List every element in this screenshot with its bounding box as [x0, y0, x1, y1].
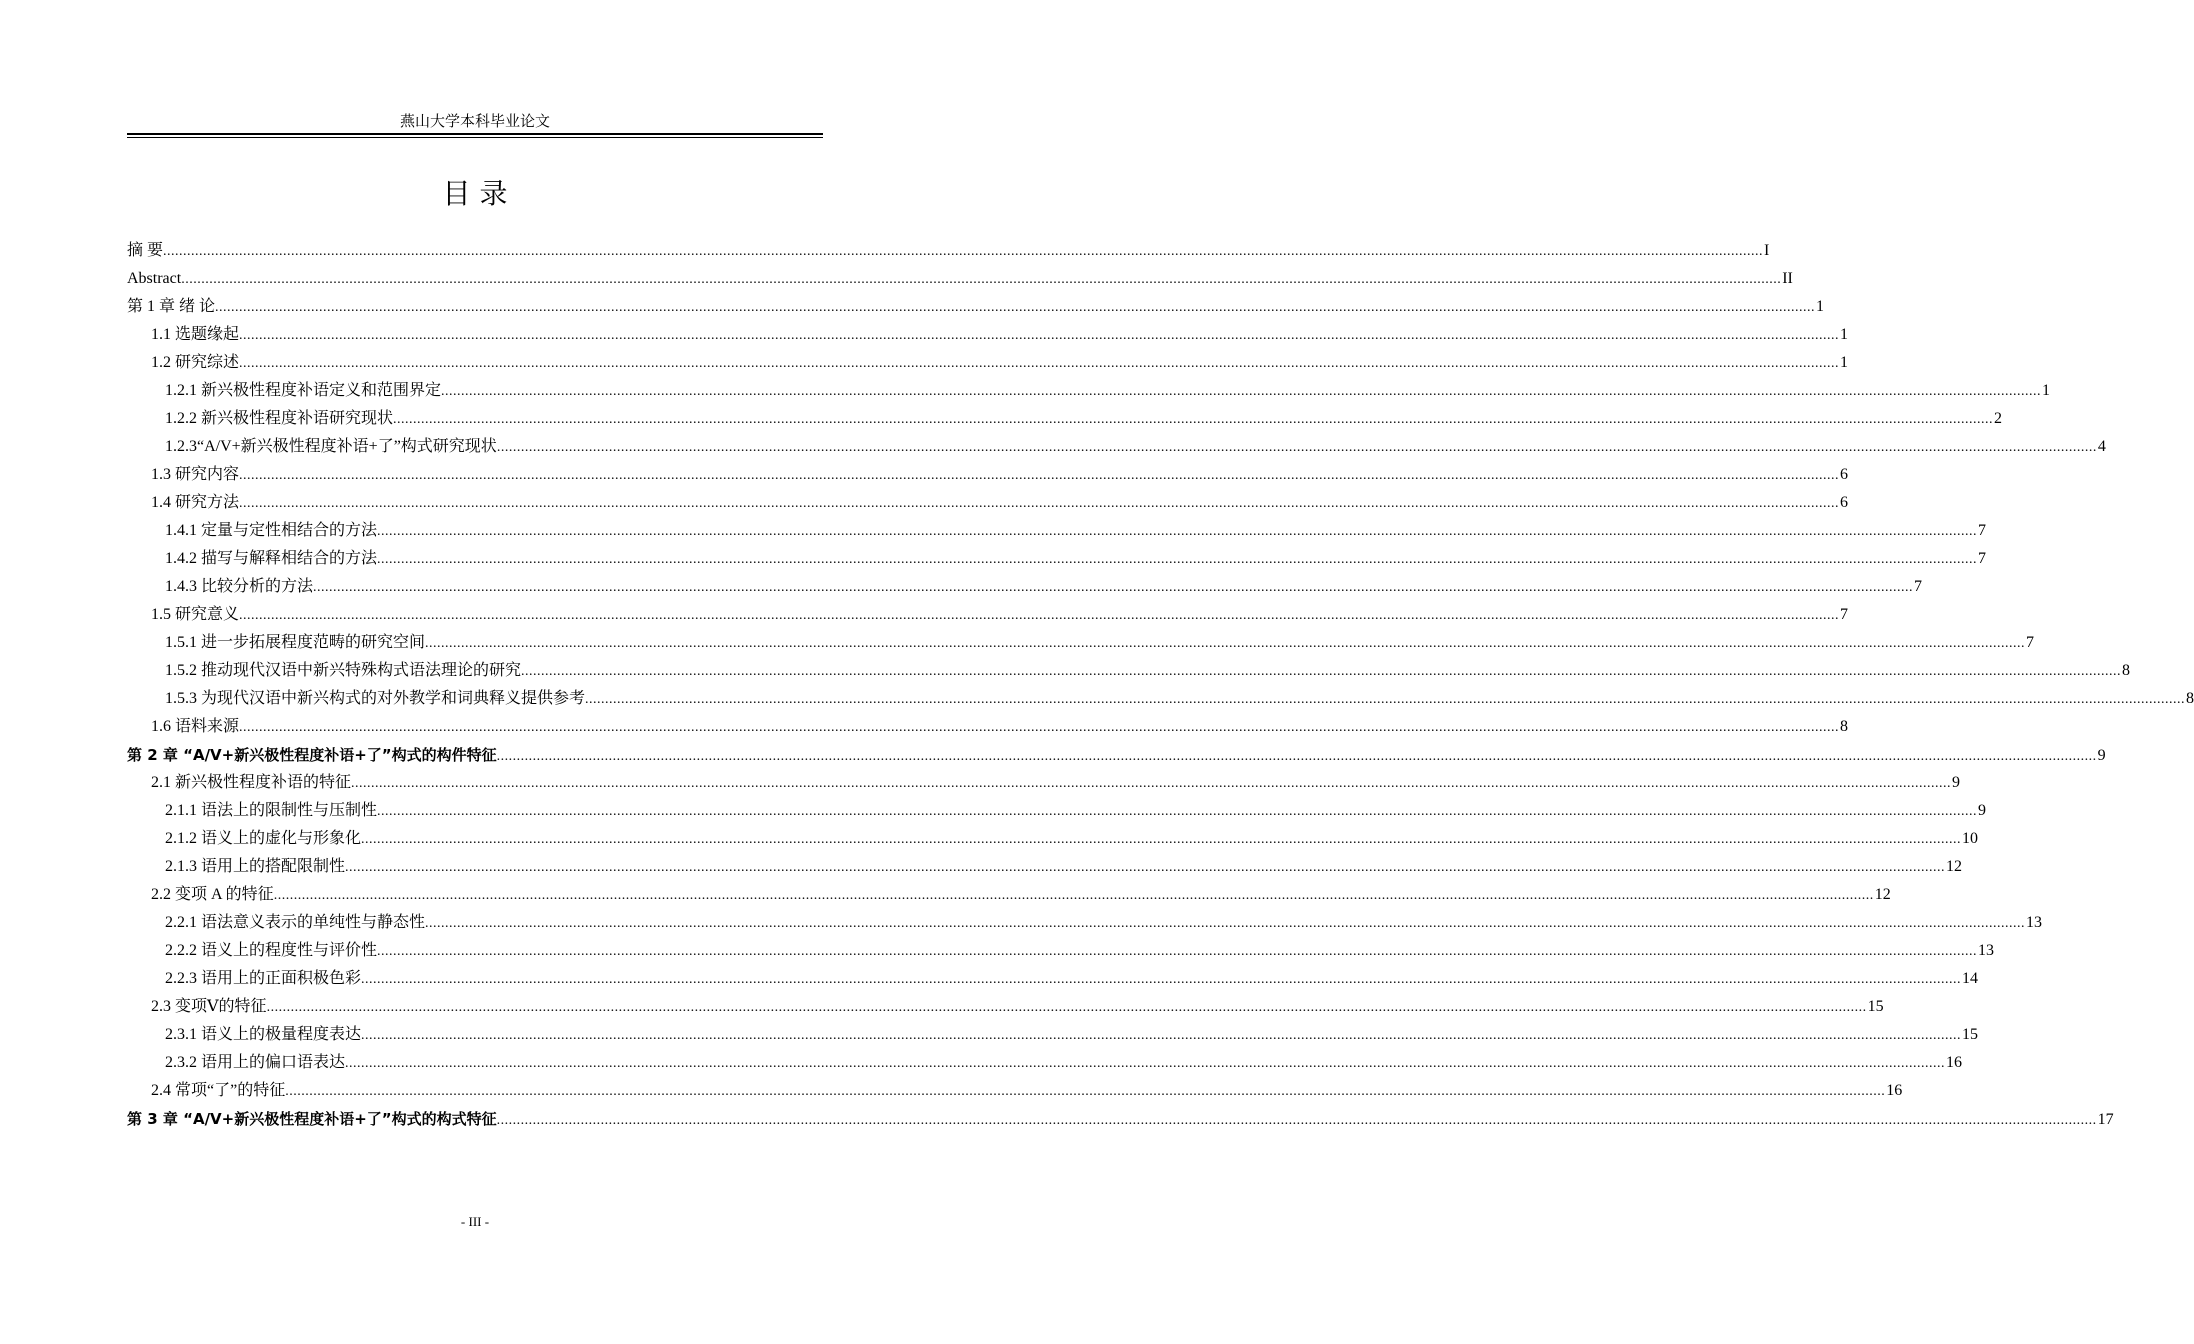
toc-entry-page: 7 [1978, 522, 1987, 539]
toc-entry-page: 15 [1962, 1026, 1979, 1043]
toc-entry-label: 1.5.1 进一步拓展程度范畴的研究空间 [165, 634, 426, 651]
toc-entry-label: Abstract [127, 270, 182, 287]
header-rule-thick [127, 133, 823, 135]
toc-entry-page: 7 [1914, 578, 1923, 595]
toc-entry-label: 2.2 变项 A 的特征 [151, 886, 274, 903]
toc-entry[interactable] [127, 629, 2035, 657]
toc-entry-label: 2.2.2 语义上的程度性与评价性 [165, 942, 378, 959]
toc-entry-page: 16 [1886, 1082, 1903, 1099]
toc-entry-label: 1.1 选题缘起 [151, 326, 240, 343]
toc-leader-dots: ................................................................................................................................................................................................................................................................................................................................................................................................................ [521, 664, 2122, 679]
toc-entry[interactable] [127, 601, 1849, 629]
toc-leader-dots: ................................................................................................................................................................................................................................................................................................................................................................................................................ [345, 860, 1946, 875]
toc-entry-label: 1.5 研究意义 [151, 606, 240, 623]
toc-entry-page: 14 [1962, 970, 1979, 987]
toc-leader-dots: ................................................................................................................................................................................................................................................................................................................................................................................................................ [377, 552, 1978, 567]
toc-entry[interactable] [127, 1105, 2114, 1133]
toc-entry-label: 1.5.3 为现代汉语中新兴构式的对外教学和词典释义提供参考 [165, 690, 586, 707]
toc-leader-dots: ................................................................................................................................................................................................................................................................................................................................................................................................................ [215, 300, 1816, 315]
toc-entry-label: 2.1.3 语用上的搭配限制性 [165, 858, 346, 875]
toc-entry[interactable] [127, 965, 1979, 993]
toc-entry[interactable] [127, 433, 2106, 461]
toc-leader-dots: ................................................................................................................................................................................................................................................................................................................................................................................................................ [239, 328, 1840, 343]
toc-entry-page: 8 [2122, 662, 2131, 679]
toc-entry[interactable] [127, 321, 1849, 349]
table-of-contents [127, 237, 2194, 1133]
toc-leader-dots: ................................................................................................................................................................................................................................................................................................................................................................................................................ [239, 356, 1840, 371]
toc-leader-dots: ................................................................................................................................................................................................................................................................................................................................................................................................................ [441, 384, 2042, 399]
toc-entry[interactable] [127, 797, 1987, 825]
toc-entry-page: 4 [2097, 438, 2106, 455]
toc-leader-dots: ................................................................................................................................................................................................................................................................................................................................................................................................................ [239, 720, 1840, 735]
toc-entry-page: 9 [1952, 774, 1961, 791]
toc-leader-dots: ................................................................................................................................................................................................................................................................................................................................................................................................................ [239, 468, 1840, 483]
toc-entry-page: 6 [1840, 494, 1849, 511]
toc-entry-label: 2.1.2 语义上的虚化与形象化 [165, 830, 362, 847]
toc-entry-label: 摘 要 [127, 242, 164, 259]
toc-entry-page: 15 [1867, 998, 1884, 1015]
toc-entry[interactable] [127, 349, 1849, 377]
toc-entry-page: 1 [1840, 326, 1849, 343]
toc-entry[interactable] [127, 881, 1891, 909]
toc-entry[interactable] [127, 741, 2106, 769]
toc-entry[interactable] [127, 545, 1987, 573]
toc-entry[interactable] [127, 265, 1793, 293]
toc-leader-dots: ................................................................................................................................................................................................................................................................................................................................................................................................................ [266, 1000, 1867, 1015]
toc-entry-label: 1.2.2 新兴极性程度补语研究现状 [165, 410, 394, 427]
toc-entry-page: 12 [1874, 886, 1891, 903]
toc-entry-label: 2.3 变项Ⅴ的特征 [151, 998, 267, 1015]
toc-entry-page: 7 [1840, 606, 1849, 623]
toc-leader-dots: ................................................................................................................................................................................................................................................................................................................................................................................................................ [361, 832, 1962, 847]
toc-entry-page: II [1782, 270, 1793, 287]
toc-entry-label: 第 3 章 “A/V+新兴极性程度补语+了”构式的构式特征 [127, 1110, 497, 1128]
toc-entry-page: 12 [1946, 858, 1963, 875]
toc-entry[interactable] [127, 993, 1884, 1021]
toc-entry-page: 7 [2026, 634, 2035, 651]
toc-entry[interactable] [127, 657, 2131, 685]
toc-leader-dots: ................................................................................................................................................................................................................................................................................................................................................................................................................ [425, 916, 2026, 931]
toc-leader-dots: ................................................................................................................................................................................................................................................................................................................................................................................................................ [361, 972, 1962, 987]
toc-leader-dots: ................................................................................................................................................................................................................................................................................................................................................................................................................ [393, 412, 1994, 427]
toc-entry-label: 1.2.3“A/V+新兴极性程度补语+了”构式研究现状 [165, 438, 497, 455]
toc-leader-dots: ................................................................................................................................................................................................................................................................................................................................................................................................................ [377, 944, 1978, 959]
toc-entry-label: 1.2.1 新兴极性程度补语定义和范围界定 [165, 382, 442, 399]
toc-entry-page: 2 [1994, 410, 2003, 427]
toc-entry[interactable] [127, 461, 1849, 489]
toc-entry[interactable] [127, 377, 2051, 405]
toc-entry-page: 6 [1840, 466, 1849, 483]
toc-entry-page: 17 [2097, 1111, 2114, 1128]
page-title: 目 录 [442, 177, 508, 210]
toc-entry-page: 16 [1946, 1054, 1963, 1071]
toc-leader-dots: ................................................................................................................................................................................................................................................................................................................................................................................................................ [377, 524, 1978, 539]
toc-leader-dots: ................................................................................................................................................................................................................................................................................................................................................................................................................ [496, 1113, 2097, 1128]
toc-entry-page: I [1764, 242, 1770, 259]
toc-entry[interactable] [127, 685, 2194, 713]
toc-leader-dots: ................................................................................................................................................................................................................................................................................................................................................................................................................ [313, 580, 1914, 595]
page-number: - III - [460, 1214, 490, 1229]
toc-entry[interactable] [127, 937, 1995, 965]
header-rule-thin [127, 137, 823, 138]
toc-entry-label: 1.4.3 比较分析的方法 [165, 578, 314, 595]
toc-entry-label: 1.6 语料来源 [151, 718, 240, 735]
toc-entry[interactable] [127, 1077, 1903, 1105]
toc-entry-label: 1.2 研究综述 [151, 354, 240, 371]
toc-entry-label: 第 2 章 “A/V+新兴极性程度补语+了”构式的构件特征 [127, 746, 497, 764]
toc-entry-page: 9 [1978, 802, 1987, 819]
toc-leader-dots: ................................................................................................................................................................................................................................................................................................................................................................................................................ [496, 440, 2097, 455]
toc-entry[interactable] [127, 489, 1849, 517]
toc-entry[interactable] [127, 1021, 1979, 1049]
toc-entry[interactable] [127, 853, 1963, 881]
toc-leader-dots: ................................................................................................................................................................................................................................................................................................................................................................................................................ [285, 1084, 1886, 1099]
toc-entry-page: 1 [1840, 354, 1849, 371]
toc-leader-dots: ................................................................................................................................................................................................................................................................................................................................................................................................................ [585, 692, 2186, 707]
toc-entry[interactable] [127, 405, 2003, 433]
toc-entry[interactable] [127, 517, 1987, 545]
toc-entry-label: 1.3 研究内容 [151, 466, 240, 483]
toc-leader-dots: ................................................................................................................................................................................................................................................................................................................................................................................................................ [181, 272, 1782, 287]
toc-entry-page: 13 [2026, 914, 2043, 931]
toc-leader-dots: ................................................................................................................................................................................................................................................................................................................................................................................................................ [163, 244, 1764, 259]
toc-entry-label: 1.4.1 定量与定性相结合的方法 [165, 522, 378, 539]
toc-entry-page: 10 [1962, 830, 1979, 847]
toc-entry[interactable] [127, 237, 1770, 265]
toc-entry[interactable] [127, 293, 1825, 321]
toc-entry[interactable] [127, 573, 1923, 601]
toc-leader-dots: ................................................................................................................................................................................................................................................................................................................................................................................................................ [351, 776, 1952, 791]
toc-entry-label: 2.2.1 语法意义表示的单纯性与静态性 [165, 914, 426, 931]
toc-entry[interactable] [127, 713, 1849, 741]
toc-entry-page: 9 [2097, 747, 2106, 764]
toc-entry-page: 1 [2042, 382, 2051, 399]
toc-entry-page: 1 [1816, 298, 1825, 315]
toc-leader-dots: ................................................................................................................................................................................................................................................................................................................................................................................................................ [273, 888, 1874, 903]
toc-leader-dots: ................................................................................................................................................................................................................................................................................................................................................................................................................ [377, 804, 1978, 819]
toc-entry-label: 2.1 新兴极性程度补语的特征 [151, 774, 352, 791]
toc-entry-label: 1.5.2 推动现代汉语中新兴特殊构式语法理论的研究 [165, 662, 522, 679]
toc-entry-page: 8 [1840, 718, 1849, 735]
toc-leader-dots: ................................................................................................................................................................................................................................................................................................................................................................................................................ [345, 1056, 1946, 1071]
toc-entry-label: 2.2.3 语用上的正面积极色彩 [165, 970, 362, 987]
toc-entry-page: 8 [2186, 690, 2194, 707]
toc-entry[interactable] [127, 825, 1979, 853]
toc-entry[interactable] [127, 769, 1961, 797]
toc-entry[interactable] [127, 1049, 1963, 1077]
toc-leader-dots: ................................................................................................................................................................................................................................................................................................................................................................................................................ [361, 1028, 1962, 1043]
toc-entry-label: 第 1 章 绪 论 [127, 298, 216, 315]
toc-entry-label: 1.4.2 描写与解释相结合的方法 [165, 550, 378, 567]
toc-entry-label: 2.3.2 语用上的偏口语表达 [165, 1054, 346, 1071]
toc-leader-dots: ................................................................................................................................................................................................................................................................................................................................................................................................................ [425, 636, 2026, 651]
toc-entry-label: 2.1.1 语法上的限制性与压制性 [165, 802, 378, 819]
toc-leader-dots: ................................................................................................................................................................................................................................................................................................................................................................................................................ [239, 496, 1840, 511]
toc-leader-dots: ................................................................................................................................................................................................................................................................................................................................................................................................................ [496, 749, 2097, 764]
running-header: 燕山大学本科毕业论文 [399, 114, 550, 130]
toc-entry[interactable] [127, 909, 2043, 937]
toc-entry-label: 1.4 研究方法 [151, 494, 240, 511]
toc-entry-label: 2.4 常项“了”的特征 [151, 1082, 286, 1099]
toc-entry-page: 13 [1978, 942, 1995, 959]
toc-entry-label: 2.3.1 语义上的极量程度表达 [165, 1026, 362, 1043]
toc-entry-page: 7 [1978, 550, 1987, 567]
toc-leader-dots: ................................................................................................................................................................................................................................................................................................................................................................................................................ [239, 608, 1840, 623]
